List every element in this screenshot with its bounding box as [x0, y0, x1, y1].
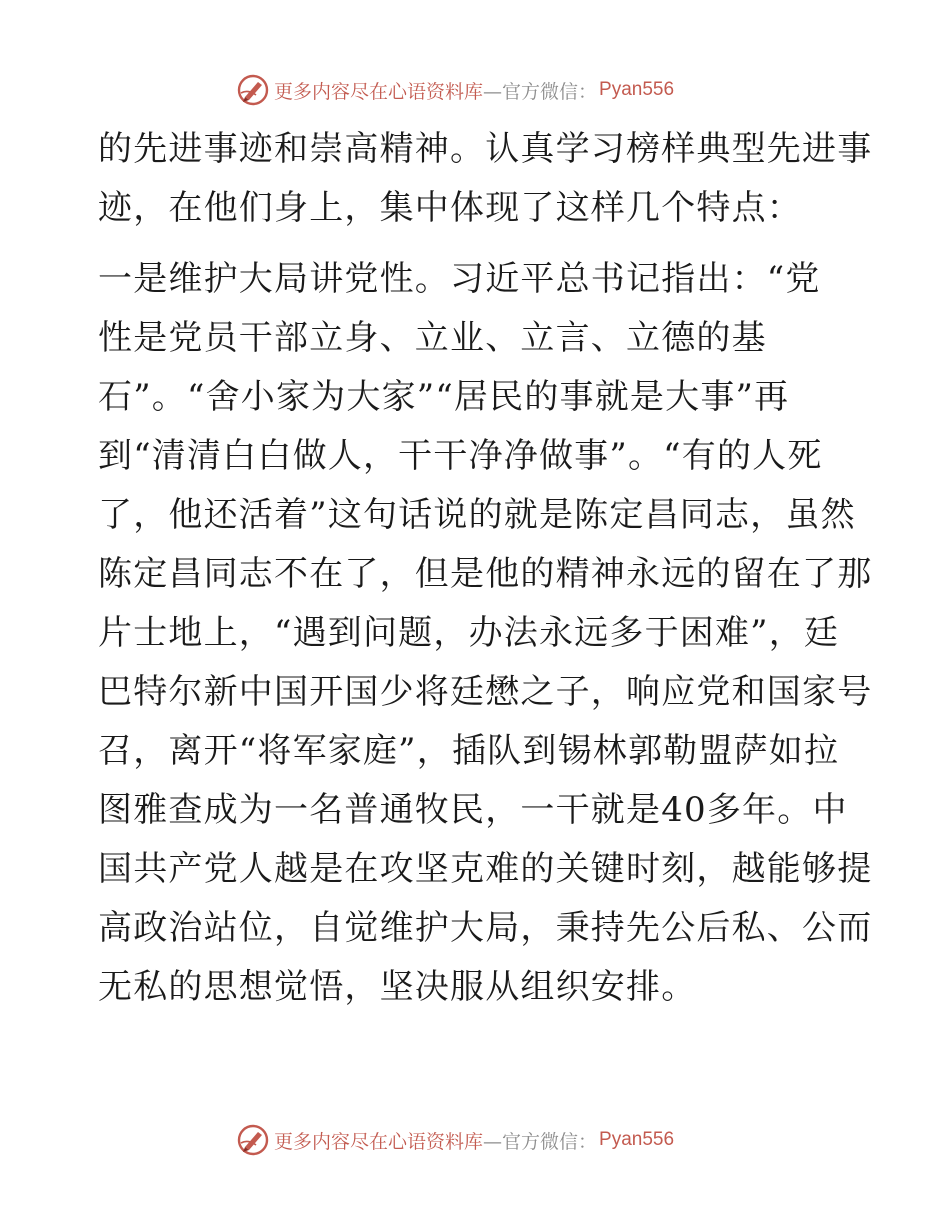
- text-line: 无私的思想觉悟，坚决服从组织安排。: [98, 967, 697, 1007]
- watermark-logo-icon: [236, 1123, 270, 1157]
- watermark-text: 更多内容尽在心语资料库: [274, 1130, 484, 1153]
- header-watermark: [236, 72, 674, 108]
- watermark-separator-text: —官方微信：: [483, 80, 598, 103]
- text-line: 的先进事迹和崇高精神。认真学习榜样典型先进事: [98, 129, 873, 169]
- watermark-separator-text: —官方微信：: [483, 1130, 598, 1153]
- watermark-account: Pyan556: [599, 79, 675, 100]
- text-line: 石”。“舍小家为大家”“居民的事就是大事”再: [98, 377, 790, 417]
- text-line: 一是维护大局讲党性。习近平总书记指出：“党: [98, 259, 821, 299]
- paragraph-1: [98, 120, 873, 238]
- footer-watermark: [236, 1122, 674, 1158]
- watermark-text: 更多内容尽在心语资料库: [274, 80, 484, 103]
- text-line: 迹，在他们身上，集中体现了这样几个特点：: [98, 188, 802, 228]
- paragraph-spacer: [98, 238, 858, 250]
- text-line: 国共产党人越是在攻坚克难的关键时刻，越能够提: [98, 849, 873, 889]
- text-line: 召，离开“将军家庭”，插队到锡林郭勒盟萨如拉: [98, 731, 840, 771]
- text-line: 高政治站位，自觉维护大局，秉持先公后私、公而: [98, 908, 873, 948]
- text-line: 性是党员干部立身、立业、立言、立德的基: [98, 318, 767, 358]
- text-line: 片士地上，“遇到问题，办法永远多于困难”，廷: [98, 613, 840, 653]
- text-line: 陈定昌同志不在了，但是他的精神永远的留在了那: [98, 554, 873, 594]
- paragraph-2: [98, 250, 873, 1017]
- text-line: 巴特尔新中国开国少将廷懋之子，响应党和国家号: [98, 672, 873, 712]
- text-line: 到“清清白白做人，干干净净做事”。“有的人死: [98, 436, 823, 476]
- document-body: [98, 120, 873, 1017]
- watermark-logo-icon: [236, 73, 270, 107]
- watermark-account: Pyan556: [599, 1129, 675, 1150]
- text-line: 图雅查成为一名普通牧民，一干就是40多年。中: [98, 790, 848, 830]
- text-line: 了，他还活着”这句话说的就是陈定昌同志，虽然: [98, 495, 856, 535]
